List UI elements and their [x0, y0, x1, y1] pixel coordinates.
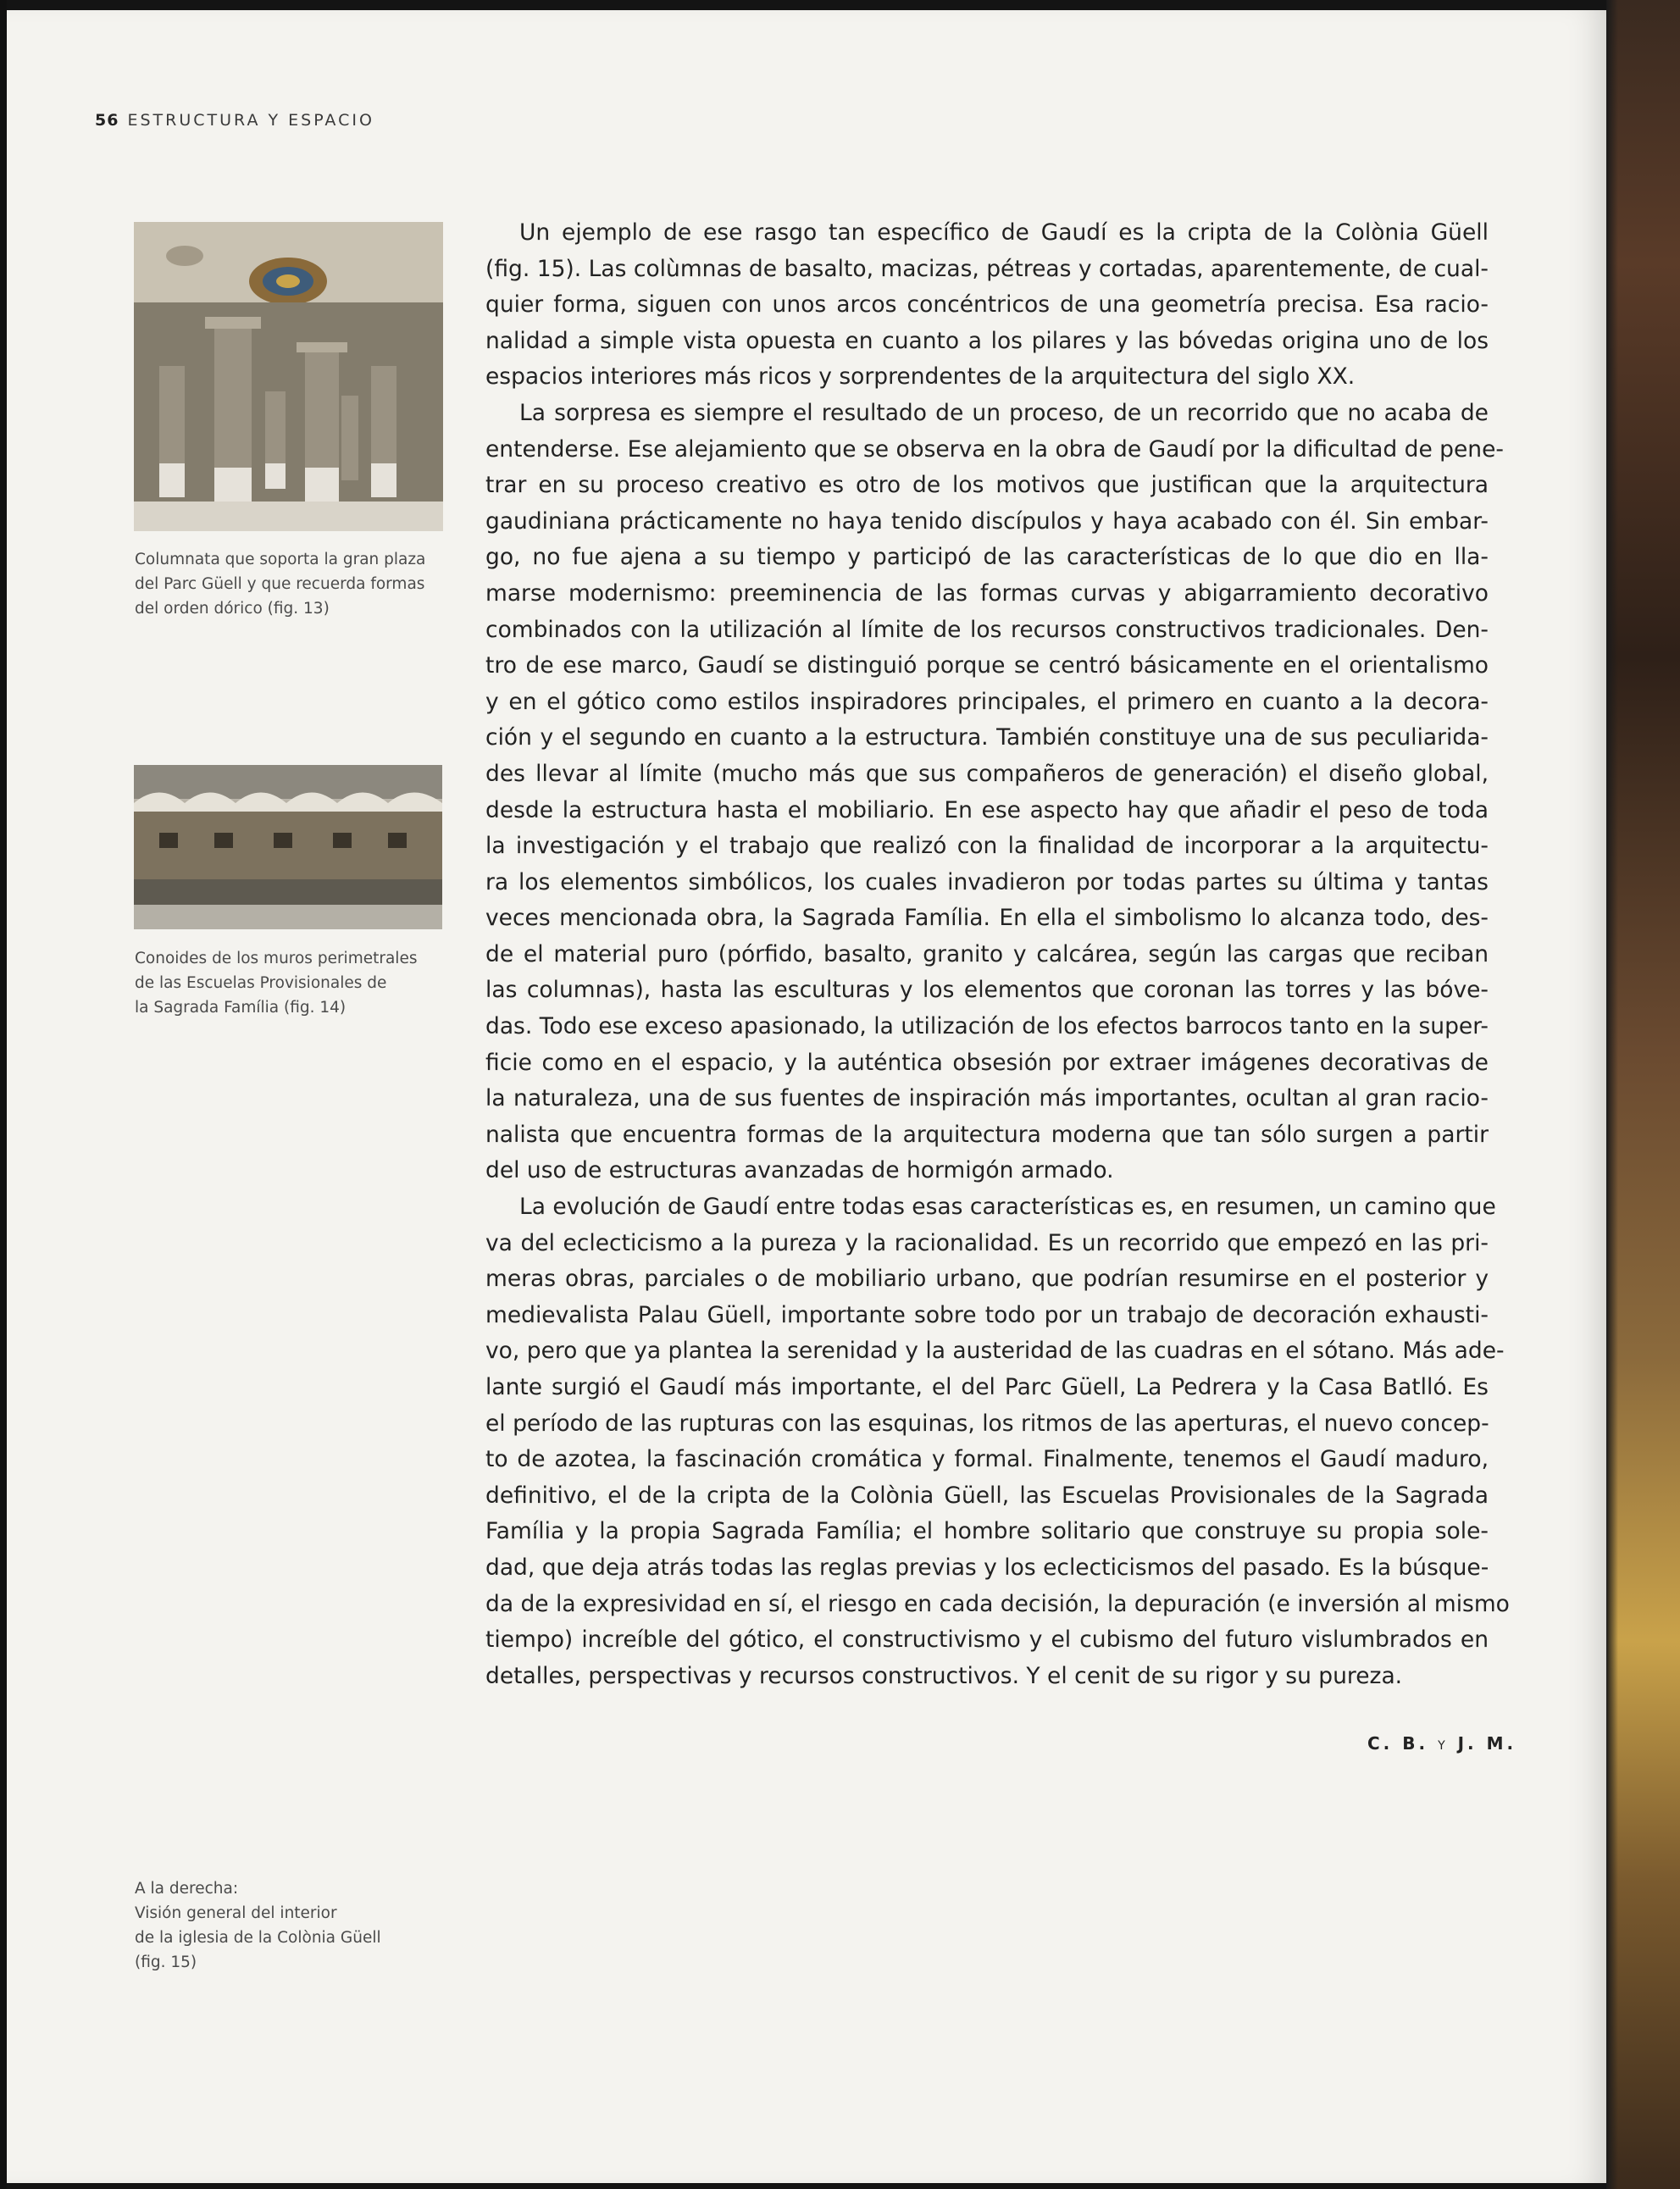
body-line: ficie como en el espacio, y la auténtica obsesión por extraer imágenes decorativas de [485, 1049, 1489, 1076]
body-line: la investigación y el trabajo que realizó con la finalidad de incorporar a la arquitectu- [485, 833, 1489, 860]
body-line: el período de las rupturas con las esquinas, los ritmos de las aperturas, el nuevo concep- [485, 1410, 1489, 1437]
body-line: de el material puro (pórfido, basalto, granito y calcárea, según las cargas que reciban [485, 940, 1489, 967]
section-title: ESTRUCTURA Y ESPACIO [127, 111, 374, 130]
body-line: nalidad a simple vista opuesta en cuanto a los pilares y las bóvedas origina uno de los [485, 327, 1489, 354]
body-line: das. Todo ese exceso apasionado, la utilización de los efectos barrocos tanto en la super- [485, 1013, 1489, 1040]
body-line: to de azotea, la fascinación cromática y formal. Finalmente, tenemos el Gaudí maduro, [485, 1446, 1489, 1473]
body-line: las columnas), hasta las esculturas y los elementos que coronan las torres y las bóve- [485, 977, 1489, 1004]
body-line: des llevar al límite (mucho más que sus compañeros de generación) el diseño global, [485, 760, 1489, 787]
body-line: ción y el segundo en cuanto a la estructura. También constituye una de sus peculiarida- [485, 724, 1489, 751]
body-line: marse modernismo: preeminencia de las formas curvas y abigarramiento decorativo [485, 579, 1489, 607]
body-text [485, 215, 1510, 1694]
body-line: entenderse. Ese alejamiento que se observa en la obra de Gaudí por la dificultad de pene- [485, 435, 1504, 463]
body-line: medievalista Palau Güell, importante sobre todo por un trabajo de decoración exhausti- [485, 1301, 1489, 1328]
body-line: desde la estructura hasta el mobiliario. En ese aspecto hay que añadir el peso de toda [485, 796, 1489, 823]
caption-line: la Sagrada Família (fig. 14) [135, 999, 347, 1017]
body-line: go, no fue ajena a su tiempo y participó de las características de lo que dio en lla- [485, 544, 1489, 571]
body-line: gaudiniana prácticamente no haya tenido discípulos y haya acabado con él. Sin embar- [485, 507, 1489, 535]
body-line: La sorpresa es siempre el resultado de un proceso, de un recorrido que no acaba de [519, 399, 1489, 426]
body-line: da de la expresividad en sí, el riesgo en cada decisión, la depuración (e inversión al mismo [485, 1590, 1510, 1617]
body-line: y en el gótico como estilos inspiradores principales, el primero en cuanto a la decora- [485, 688, 1489, 715]
body-line: meras obras, parciales o de mobiliario urbano, que podrían resumirse en el posterior y [485, 1266, 1489, 1293]
side-note-fig15 [135, 1876, 440, 1975]
figure-school-walls-photo [134, 765, 442, 929]
caption-line: Conoides de los muros perimetrales [135, 950, 418, 967]
body-line: detalles, perspectivas y recursos constructivos. Y el cenit de su rigor y su pureza. [485, 1662, 1403, 1689]
body-line: La evolución de Gaudí entre todas esas características es, en resumen, un camino que [519, 1194, 1496, 1221]
caption-line: del Parc Güell y que recuerda formas [135, 575, 425, 593]
body-line: del uso de estructuras avanzadas de hormigón armado. [485, 1157, 1114, 1184]
page-left-edge [0, 0, 7, 2189]
body-line: (fig. 15). Las colùmnas de basalto, macizas, pétreas y cortadas, aparentemente, de cual- [485, 255, 1489, 282]
caption-line: de las Escuelas Provisionales de [135, 974, 387, 992]
side-note-line: Visión general del interior [135, 1904, 337, 1922]
body-line: tro de ese marco, Gaudí se distinguió porque se centró básicamente en el orientalismo [485, 652, 1489, 679]
figure-colonnade-photo [134, 222, 443, 531]
page-number: 56 [95, 111, 119, 130]
author-initials-2: J. M. [1457, 1733, 1517, 1754]
figure-caption-fig14 [135, 946, 440, 1020]
author-signature [1367, 1733, 1516, 1754]
caption-line: del orden dórico (fig. 13) [135, 600, 330, 618]
body-line: veces mencionada obra, la Sagrada Família. En ella el simbolismo lo alcanza todo, des- [485, 905, 1489, 932]
body-line: Família y la propia Sagrada Família; el hombre solitario que construye su propia sole- [485, 1518, 1489, 1545]
author-initials-1: C. B. [1367, 1733, 1429, 1754]
body-line: lante surgió el Gaudí más importante, el del Parc Güell, La Pedrera y la Casa Batlló. Es [485, 1374, 1489, 1400]
body-line: quier forma, siguen con unos arcos concéntricos de una geometría precisa. Esa racio- [485, 291, 1489, 319]
signature-joiner: Y [1438, 1739, 1449, 1753]
body-line: tiempo) increíble del gótico, el constructivismo y el cubismo del futuro vislumbrados en [485, 1627, 1489, 1654]
caption-line: Columnata que soporta la gran plaza [135, 551, 426, 568]
side-note-line: (fig. 15) [135, 1953, 197, 1971]
body-line: va del eclecticismo a la pureza y la racionalidad. Es un recorrido que empezó en las pri- [485, 1229, 1489, 1256]
facing-page-photo-edge [1606, 0, 1680, 2189]
body-line: definitivo, el de la cripta de la Colònia Güell, las Escuelas Provisionales de la Sagrada [485, 1482, 1489, 1509]
body-line: Un ejemplo de ese rasgo tan específico de Gaudí es la cripta de la Colònia Güell [519, 219, 1489, 246]
body-line: dad, que deja atrás todas las reglas previas y los eclecticismos del pasado. Es la búsque- [485, 1554, 1489, 1581]
body-line: vo, pero que ya plantea la serenidad y la austeridad de las cuadras en el sótano. Más ade- [485, 1338, 1505, 1365]
body-line: nalista que encuentra formas de la arquitectura moderna que tan sólo surgen a partir [485, 1121, 1489, 1148]
running-head [95, 111, 374, 130]
body-line: ra los elementos simbólicos, los cuales invadieron por todas partes su última y tantas [485, 868, 1489, 895]
body-line: combinados con la utilización al límite de los recursos constructivos tradicionales. Den- [485, 616, 1489, 643]
side-note-line: de la iglesia de la Colònia Güell [135, 1929, 381, 1947]
side-note-line: A la derecha: [135, 1880, 239, 1898]
body-line: espacios interiores más ricos y sorprendentes de la arquitectura del siglo XX. [485, 363, 1356, 391]
figure-caption-fig13 [135, 547, 440, 621]
body-line: trar en su proceso creativo es otro de los motivos que justifican que la arquitectura [485, 472, 1489, 499]
body-line: la naturaleza, una de sus fuentes de inspiración más importantes, ocultan al gran racio- [485, 1085, 1489, 1112]
